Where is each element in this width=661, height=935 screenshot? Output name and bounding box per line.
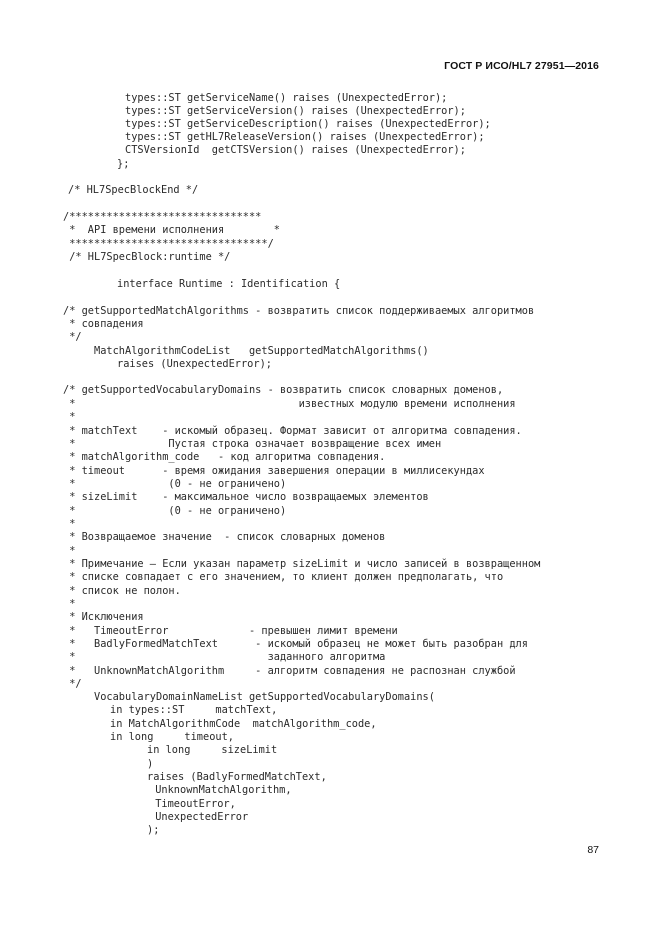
- code-line: /* HL7SpecBlockEnd */: [68, 184, 199, 196]
- code-line: /*******************************: [63, 211, 262, 223]
- code-line: in MatchAlgorithmCode matchAlgorithm_code,: [110, 718, 377, 730]
- code-line: */: [63, 678, 82, 690]
- code-line: * известных модулю времени исполнения: [63, 398, 516, 410]
- code-line: types::ST getServiceName() raises (UnexpectedError);: [125, 92, 448, 104]
- code-line: * sizeLimit - максимальное число возвращаемых элементов: [63, 491, 429, 503]
- code-line: * совпадения: [63, 318, 144, 330]
- code-line: interface Runtime : Identification {: [117, 278, 341, 290]
- code-line: raises (UnexpectedError);: [117, 358, 272, 370]
- code-line: * timeout - время ожидания завершения операции в миллисекундах: [63, 465, 485, 477]
- standard-header: ГОСТ Р ИСО/HL7 27951—2016: [444, 60, 599, 72]
- code-line: * (0 - не ограничено): [63, 478, 287, 490]
- code-line: in long timeout,: [110, 731, 234, 743]
- code-line: ********************************/: [63, 238, 274, 250]
- code-line: * matchAlgorithm_code - код алгоритма совпадения.: [63, 451, 386, 463]
- code-line: *: [63, 598, 76, 610]
- code-line: in long sizeLimit: [147, 744, 278, 756]
- code-line: * BadlyFormedMatchText - искомый образец не может быть разобран для: [63, 638, 528, 650]
- code-line: ): [147, 758, 154, 770]
- code-line: /* HL7SpecBlock:runtime */: [63, 251, 231, 263]
- code-line: * Примечание — Если указан параметр sizeLimit и число записей в возвращенном: [63, 558, 541, 570]
- code-line: * Пустая строка означает возвращение всех имен: [63, 438, 442, 450]
- code-line: TimeoutError,: [149, 798, 236, 810]
- code-line: * UnknownMatchAlgorithm - алгоритм совпадения не распознан службой: [63, 665, 516, 677]
- code-line: in types::ST matchText,: [110, 704, 278, 716]
- code-line: raises (BadlyFormedMatchText,: [147, 771, 327, 783]
- code-line: types::ST getServiceDescription() raises (UnexpectedError);: [125, 118, 491, 130]
- code-line: MatchAlgorithmCodeList getSupportedMatchAlgorithms(): [94, 345, 429, 357]
- code-line: * (0 - не ограничено): [63, 505, 287, 517]
- code-line: * API времени исполнения *: [63, 224, 280, 236]
- code-line: * заданного алгоритма: [63, 651, 386, 663]
- code-line: *: [63, 545, 76, 557]
- code-line: types::ST getServiceVersion() raises (UnexpectedError);: [125, 105, 466, 117]
- code-line: types::ST getHL7ReleaseVersion() raises (UnexpectedError);: [125, 131, 485, 143]
- code-line: UnknownMatchAlgorithm,: [149, 784, 292, 796]
- code-line: * список не полон.: [63, 585, 181, 597]
- code-line: * matchText - искомый образец. Формат зависит от алгоритма совпадения.: [63, 425, 522, 437]
- code-line: VocabularyDomainNameList getSupportedVocabularyDomains(: [94, 691, 435, 703]
- code-line: };: [117, 158, 130, 170]
- page-number: 87: [587, 844, 599, 856]
- code-line: * списке совпадает с его значением, то клиент должен предполагать, что: [63, 571, 504, 583]
- code-line: * Исключения: [63, 611, 144, 623]
- code-line: * TimeoutError - превышен лимит времени: [63, 625, 398, 637]
- code-line: *: [63, 411, 76, 423]
- code-line: */: [63, 331, 82, 343]
- code-line: * Возвращаемое значение - список словарных доменов: [63, 531, 386, 543]
- code-line: /* getSupportedVocabularyDomains - возвратить список словарных доменов,: [63, 384, 504, 396]
- code-line: CTSVersionId getCTSVersion() raises (UnexpectedError);: [125, 144, 466, 156]
- code-line: *: [63, 518, 76, 530]
- code-line: UnexpectedError: [149, 811, 249, 823]
- code-line: /* getSupportedMatchAlgorithms - возвратить список поддерживаемых алгоритмов: [63, 305, 535, 317]
- code-line: );: [147, 824, 160, 836]
